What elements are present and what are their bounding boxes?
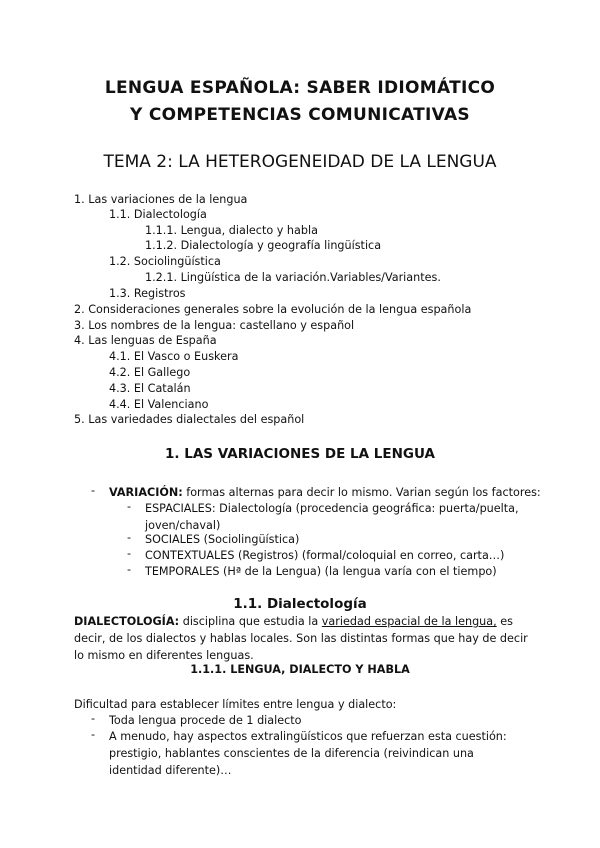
factor-item: ESPACIALES: Dialectología (procedencia geográfica: puerta/puelta, joven/chaval) (145, 502, 519, 532)
toc-item: 4.1. El Vasco o Euskera (109, 350, 239, 363)
toc-item: 1.1.1. Lengua, dialecto y habla (145, 224, 318, 237)
document-title-line-2: Y COMPETENCIAS COMUNICATIVAS (130, 105, 470, 125)
bullet-dash: - (91, 712, 96, 725)
underlined-term: variedad espacial de la lengua, (321, 615, 497, 628)
toc-item: 4.3. El Catalán (109, 382, 191, 395)
toc-item: 1. Las variaciones de la lengua (74, 193, 248, 206)
toc-item: 1.2.1. Lingüística de la variación.Variables/Variantes. (145, 271, 441, 284)
toc-item: 4. Las lenguas de España (74, 334, 217, 347)
toc-item: 3. Los nombres de la lengua: castellano y español (74, 319, 355, 332)
toc-item: 4.2. El Gallego (109, 366, 191, 379)
toc-item: 1.1. Dialectología (109, 208, 207, 221)
variacion-definition (109, 484, 541, 501)
tema-heading: TEMA 2: LA HETEROGENEIDAD DE LA LENGUA (103, 152, 497, 172)
list-item: A menudo, hay aspectos extralingüísticos que refuerzan esta cuestión: prestigio, hablantes conscientes de la diferencia (reivindican una identidad diferente)… (109, 730, 507, 777)
dialectologia-label: DIALECTOLOGÍA: (74, 615, 180, 628)
toc-item: 1.3. Registros (109, 287, 186, 300)
toc-item: 1.2. Sociolingüística (109, 255, 221, 268)
toc-item: 4.4. El Valenciano (109, 398, 209, 411)
bullet-dash: - (91, 728, 96, 741)
document-title-line-1: LENGUA ESPAÑOLA: SABER IDIOMÁTICO (104, 78, 496, 98)
section-1-1-1-intro: Dificultad para establecer límites entre lengua y dialecto: (74, 698, 397, 711)
bullet-dash: - (127, 547, 132, 560)
dialectologia-definition (74, 613, 534, 664)
section-1-1-heading: 1.1. Dialectología (233, 596, 367, 612)
factor-item: SOCIALES (Sociolingüística) (145, 533, 300, 546)
factor-item: CONTEXTUALES (Registros) (formal/coloquial en correo, carta…) (145, 549, 505, 562)
toc-item: 1.1.2. Dialectología y geografía lingüística (145, 239, 382, 252)
toc-item: 5. Las variedades dialectales del español (74, 413, 305, 426)
bullet-dash: - (127, 500, 132, 513)
bullet-dash: - (91, 484, 96, 497)
factor-item: TEMPORALES (Hª de la Lengua) (la lengua varía con el tiempo) (145, 565, 497, 578)
toc-item: 2. Consideraciones generales sobre la evolución de la lengua española (74, 303, 472, 316)
section-1-heading: 1. LAS VARIACIONES DE LA LENGUA (165, 446, 435, 462)
variacion-label: VARIACIÓN: (109, 486, 183, 499)
definition-text: disciplina que estudia la (179, 615, 322, 628)
variacion-text: formas alternas para decir lo mismo. Varian según los factores: (182, 486, 541, 499)
definition-text: es decir, de los dialectos y hablas locales. Son las distintas formas que hay de decir lo mismo en diferentes lenguas. (74, 615, 528, 662)
bullet-dash: - (127, 531, 132, 544)
section-1-1-1-heading: 1.1.1. LENGUA, DIALECTO Y HABLA (190, 663, 410, 676)
bullet-dash: - (127, 563, 132, 576)
list-item: Toda lengua procede de 1 dialecto (109, 714, 302, 727)
